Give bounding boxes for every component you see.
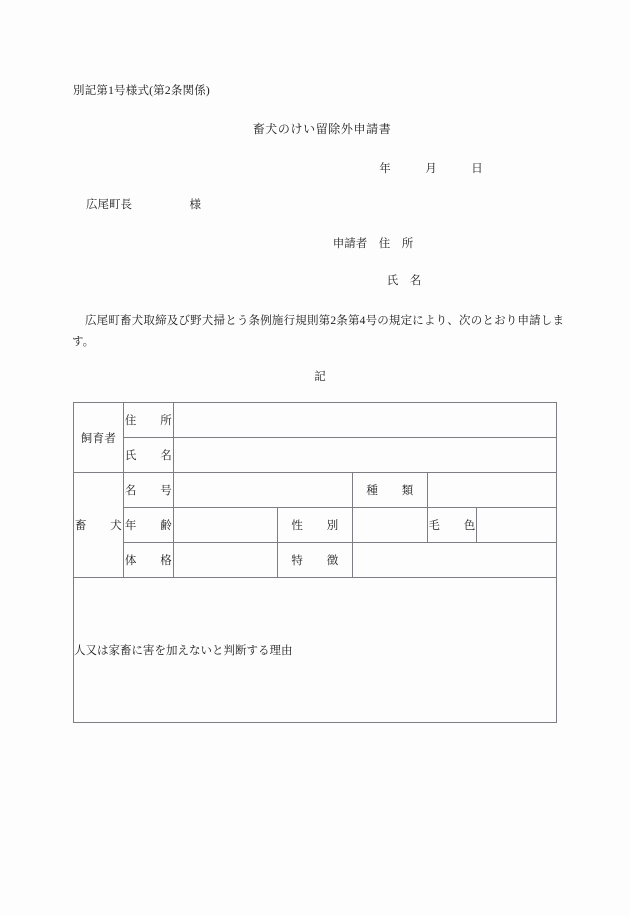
ki-marker: 記: [314, 371, 326, 383]
table-row-dog-build: [74, 543, 557, 578]
applicant-name-label: 氏 名: [386, 275, 422, 287]
table-row-keeper-address: [74, 403, 557, 438]
dog-features-label: 特 徴: [278, 543, 353, 578]
dog-sex-input[interactable]: [353, 508, 428, 543]
form-code-label: 別記第1号様式(第2条関係): [73, 85, 210, 97]
dog-nickname-label: 名 号: [124, 473, 174, 508]
dog-group-label: 畜 犬: [74, 473, 124, 578]
reason-label: 人又は家畜に害を加えないと判断する理由: [74, 645, 293, 657]
dog-sex-label: 性 別: [278, 508, 353, 543]
dog-age-input[interactable]: [174, 508, 278, 543]
applicant-address-label: 申請者 住 所: [332, 238, 414, 250]
dog-coat-color-label: 毛 色: [428, 508, 477, 543]
document-title: 畜犬のけい留除外申請書: [252, 122, 392, 136]
table-row-dog-nickname: [74, 473, 557, 508]
dog-breed-input[interactable]: [428, 473, 557, 508]
dog-build-label: 体 格: [124, 543, 174, 578]
table-row-reason: [74, 578, 557, 723]
dog-nickname-input[interactable]: [174, 473, 353, 508]
table-row-keeper-name: [74, 438, 557, 473]
date-line: 年 月 日: [379, 163, 483, 175]
dog-coat-color-input[interactable]: [477, 508, 557, 543]
table-row-dog-age: [74, 508, 557, 543]
addressee-line: 広尾町長 様: [86, 199, 201, 211]
keeper-name-label: 氏 名: [124, 438, 174, 473]
keeper-address-input[interactable]: [174, 403, 557, 438]
keeper-name-input[interactable]: [174, 438, 557, 473]
dog-build-input[interactable]: [174, 543, 278, 578]
dog-features-input[interactable]: [353, 543, 557, 578]
keeper-address-label: 住 所: [124, 403, 174, 438]
body-paragraph: 広尾町畜犬取締及び野犬掃とう条例施行規則第2条第4号の規定により、次のとおり申請します。: [72, 315, 564, 349]
keeper-group-label: 飼育者: [74, 403, 124, 473]
reason-field[interactable]: [74, 578, 557, 723]
application-form-table: [73, 402, 557, 723]
dog-age-label: 年 齢: [124, 508, 174, 543]
dog-breed-label: 種 類: [353, 473, 428, 508]
